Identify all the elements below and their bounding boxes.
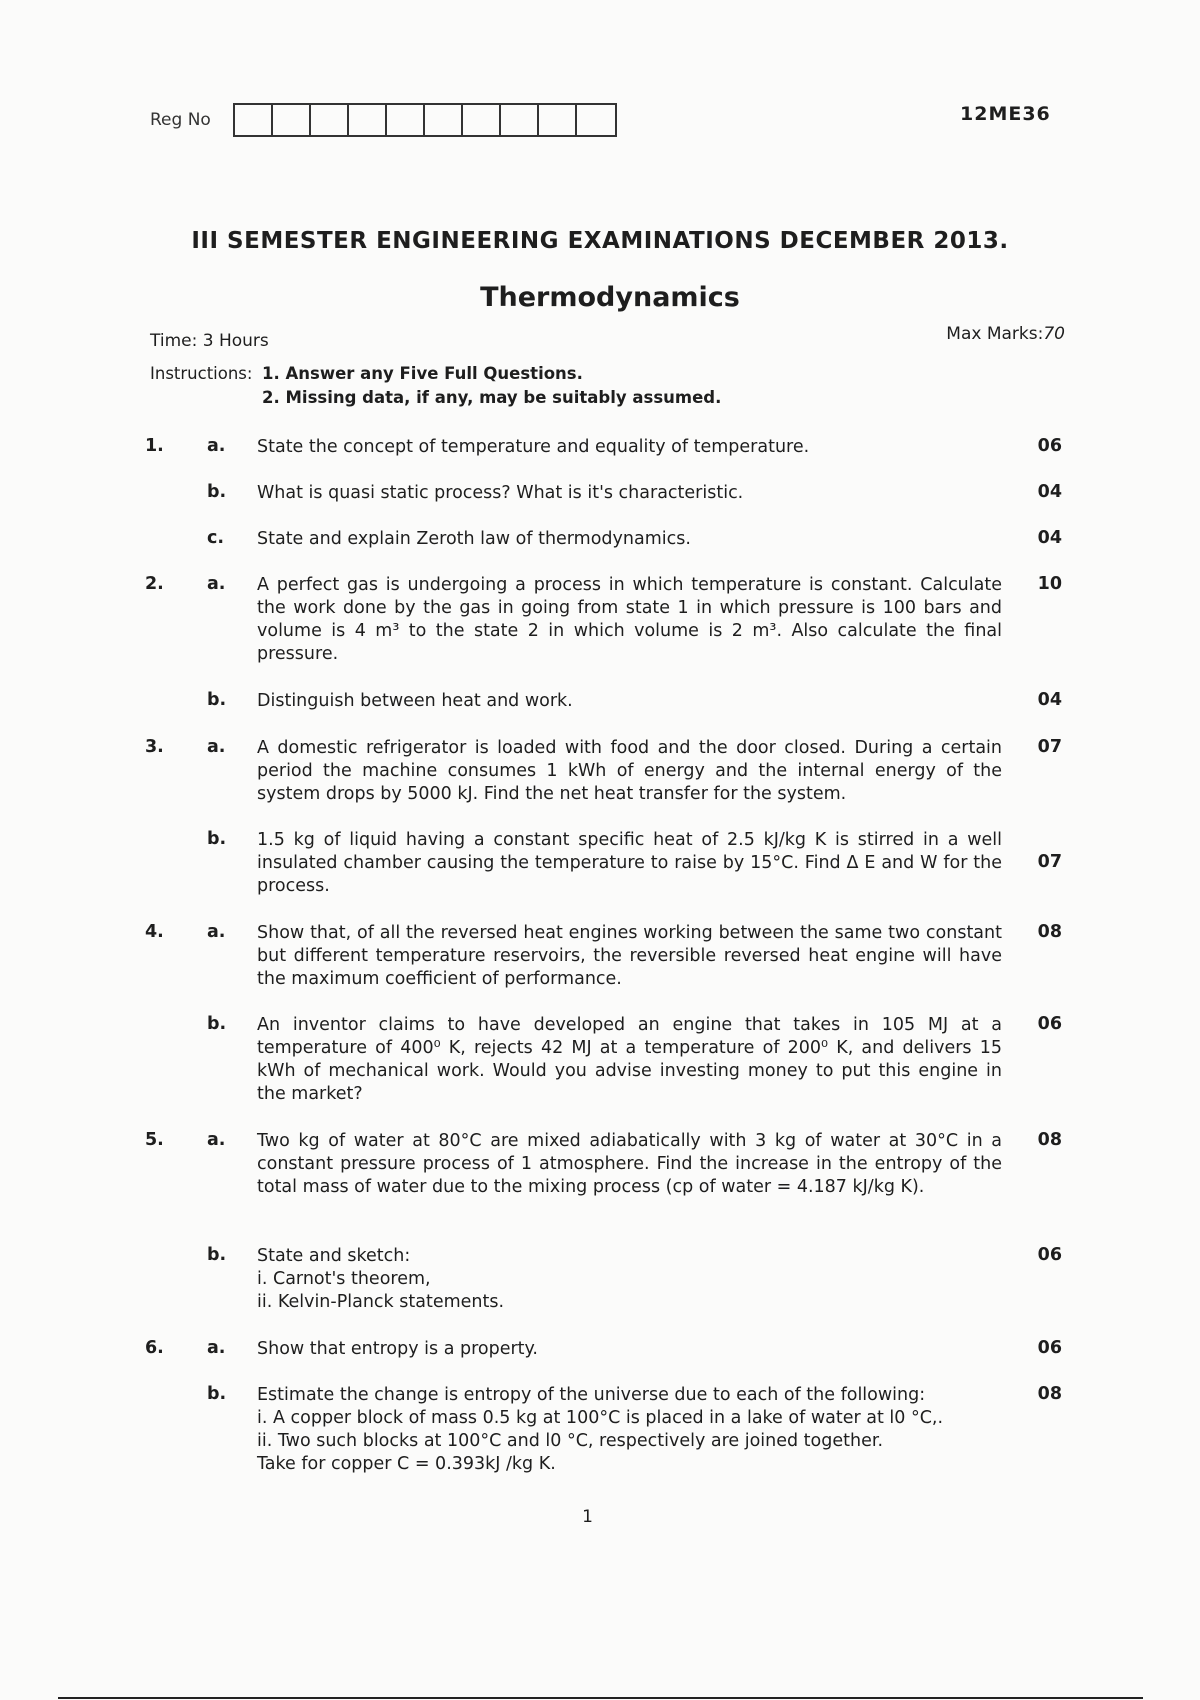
question-text: A domestic refrigerator is loaded with food and the door closed. During a certain period the machine consumes 1 kWh of energy and the internal energy of the system drops by 5000 kJ. Find the net heat transfer for the system. [257,738,1002,804]
time-allowed: Time: 3 Hours [150,331,269,351]
question-marks: 06 [1037,1014,1062,1034]
reg-no-box [235,105,273,135]
question-number: 5. [145,1130,164,1150]
question-text: Two kg of water at 80°C are mixed adiabatically with 3 kg of water at 30°C in a constant pressure process of 1 atmosphere. Find the increase in the entropy of the total mass of water due to the mixing process (cp of water = 4.187 kJ/kg K). [257,1131,1002,1197]
question-5a [145,1130,1065,1199]
question-marks: 08 [1037,1384,1062,1404]
reg-no-label: Reg No [150,110,211,130]
reg-no-field [150,103,617,137]
question-marks: 04 [1037,482,1062,502]
question-part: b. [207,1014,227,1034]
page-number: 1 [582,1507,593,1527]
sub-item: i. A copper block of mass 0.5 kg at 100°C is placed in a lake of water at l0 °C,. [257,1408,944,1428]
question-part: b. [207,690,227,710]
question-part: a. [207,737,226,757]
question-number: 3. [145,737,164,757]
reg-no-box [501,105,539,135]
question-part: b. [207,1384,227,1404]
question-text: Show that entropy is a property. [257,1339,538,1359]
question-text: A perfect gas is undergoing a process in which temperature is constant. Calculate the work done by the gas in going from state 1 in which pressure is 100 bars and volume is 4 m³ to the state 2 in which volume is 2 m³. Also calculate the final pressure. [257,575,1002,664]
instructions [150,362,721,410]
reg-no-box [273,105,311,135]
question-part: a. [207,1338,226,1358]
question-marks: 06 [1037,1338,1062,1358]
question-part: b. [207,482,227,502]
reg-no-box [425,105,463,135]
question-marks: 04 [1037,528,1062,548]
question-1c [145,528,1065,551]
question-number: 4. [145,922,164,942]
question-text: State and sketch: [257,1246,411,1266]
question-4a [145,922,1065,991]
reg-no-box [311,105,349,135]
question-text: State and explain Zeroth law of thermodynamics. [257,529,691,549]
question-5b [145,1245,1065,1314]
question-text: An inventor claims to have developed an engine that takes in 105 MJ at a temperature of 400⁰ K, rejects 42 MJ at a temperature of 200⁰ K, and delivers 15 kWh of mechanical work. Would you advise investing money to put this engine in the market? [257,1015,1002,1104]
question-number: 2. [145,574,164,594]
question-marks: 06 [1037,436,1062,456]
question-part: a. [207,436,226,456]
instructions-label: Instructions: [150,364,253,383]
max-marks-label: Max Marks: [946,324,1044,344]
question-3a [145,737,1065,806]
question-marks: 07 [1037,737,1062,757]
reg-no-box [463,105,501,135]
question-part: c. [207,528,225,548]
question-marks: 08 [1037,922,1062,942]
exam-title: III SEMESTER ENGINEERING EXAMINATIONS DECEMBER 2013. [191,228,1009,254]
subject-title: Thermodynamics [480,282,740,313]
question-2b [145,690,1065,713]
question-number: 1. [145,436,164,456]
question-text: State the concept of temperature and equality of temperature. [257,437,810,457]
instruction-item: 2. Missing data, if any, may be suitably assumed. [262,388,722,407]
question-marks: 07 [1037,852,1062,872]
question-part: a. [207,1130,226,1150]
question-3b [145,829,1065,898]
sub-item: i. Carnot's theorem, [257,1269,431,1289]
question-2a [145,574,1065,666]
question-1a [145,436,1065,459]
question-text-block [257,1245,1002,1314]
max-marks [946,324,1065,344]
question-text: Show that, of all the reversed heat engines working between the same two constant but different temperature reservoirs, the reversible reversed heat engine will have the maximum coefficient of performance. [257,923,1002,989]
sub-item: ii. Kelvin-Planck statements. [257,1292,505,1312]
question-6b [145,1384,1065,1476]
question-4b [145,1014,1065,1106]
question-6a [145,1338,1065,1361]
reg-no-box [577,105,615,135]
question-part: b. [207,1245,227,1265]
question-text-block [257,1384,1002,1476]
instruction-item: 1. Answer any Five Full Questions. [262,364,583,383]
reg-no-box [387,105,425,135]
subject-code: 12ME36 [960,103,1051,125]
reg-no-boxes [233,103,617,137]
question-text: Distinguish between heat and work. [257,691,573,711]
reg-no-box [539,105,577,135]
question-marks: 08 [1037,1130,1062,1150]
question-text: What is quasi static process? What is it's characteristic. [257,483,744,503]
question-text: Estimate the change is entropy of the universe due to each of the following: [257,1385,926,1405]
sub-item: Take for copper C = 0.393kJ /kg K. [257,1454,556,1474]
question-marks: 10 [1037,574,1062,594]
question-part: b. [207,829,227,849]
question-part: a. [207,922,226,942]
question-part: a. [207,574,226,594]
reg-no-box [349,105,387,135]
sub-item: ii. Two such blocks at 100°C and l0 °C, respectively are joined together. [257,1431,884,1451]
question-1b [145,482,1065,505]
question-marks: 04 [1037,690,1062,710]
question-marks: 06 [1037,1245,1062,1265]
max-marks-value: 70 [1043,324,1065,344]
question-number: 6. [145,1338,164,1358]
question-text: 1.5 kg of liquid having a constant specific heat of 2.5 kJ/kg K is stirred in a well insulated chamber causing the temperature to raise by 15°C. Find Δ E and W for the process. [257,830,1002,896]
bottom-rule [58,1697,1143,1699]
